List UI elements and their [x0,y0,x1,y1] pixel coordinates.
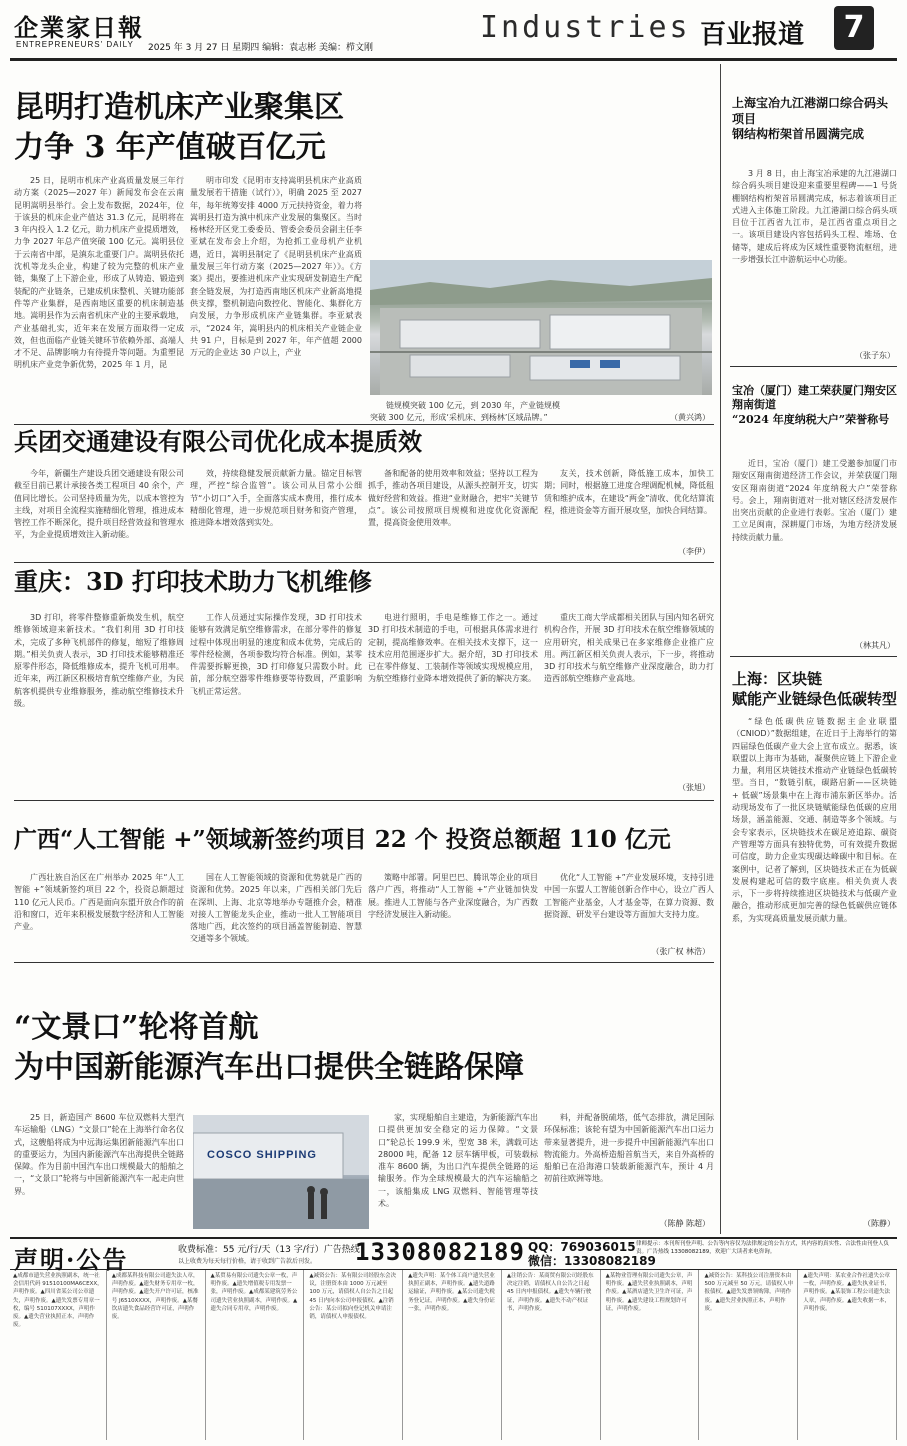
article3-rule [14,800,714,801]
sidebar-box3-author: （陈静） [863,1219,895,1228]
article1-body-tail: 链规模突破 100 亿元，到 2030 年，产业链规模突破 300 亿元，形成‘采机床、到杨林’区域品牌。” [370,401,560,423]
masthead-rule [10,58,897,61]
article1-title-line2: 力争 3 年产值破百亿元 [14,130,326,165]
article3-title: 重庆：3D 打印技术助力飞机维修 [14,567,372,596]
article4-body-col4: 优化“人工智能 +”产业发展环境，支持引进中国一东盟人工智能创新合作中心，设立广西人工智能产业基金，人才基金等，在算力资源、数据资源、研发平台建设等方面加大支持力度。 [544,873,714,919]
sidebar-box2-author: （林其凡） [855,641,895,650]
article3-body-col3: 电进行照明，手电是维修工作之一。通过 3D 打印技术制造的手电，可根据具体需求进行定制，提高维修效率。在相关技术支撑下，这一技术应用范围逐步扩大。据介绍，3D 打印技术已在零件修复、工装制作等领域实现规模应用，为航空维修行业降本增效提供了新的解决方案。 [368,613,538,684]
article5-body-col1: 25 日，新造国产 8600 车位双燃料大型汽车运输船（LNG）“文景口”轮在上海举行命名仪式，这艘船将成为中远海运集团新能源汽车出口的重要运力，为国内新能源汽车出海提供全链路保障。作为目前中国汽车出口规模最大的船舶之一，“文景口”轮将与中国新能源汽车一起走向世界。 [14,1113,184,1196]
notice-column: ▲某贸易有限公司遗失公章一枚，声明作废。▲遗失增值税专用发票一张，声明作废。▲成都某建筑劳务公司遗失营业执照副本，声明作废。▲遗失合同专用章，声明作废。 [208,1270,305,1440]
article2-body-col2: 效，持续稳健发展贡献新力量。锚定目标管理，严控“综合监管”。该公司从目常小公细节“小切口”入手，全面落实成本费用，推行成本精细化管理，进一步规范项目财务和资产管理，推进降本增效落到实处。 [190,469,362,528]
article4-body-col2: 国在人工智能领域的资源和优势就是广西的资源和优势。2025 年以来，广西相关部门先后在深圳、上海、北京等地举办专题推介会，精准对接人工智能龙头企业，推动一批人工智能项目落地广西，此次签约的项目涵盖智能制造、智慧交通等多个领域。 [190,873,362,944]
notice-column: ▲减资公告：某有限公司经股东会决议，注册资本由 1000 万元减至 100 万元，请债权人自公告之日起 45 日内向本公司申报债权。▲注销公告：某公司拟向登记机关申请注销，请债权人申报债权。 [306,1270,403,1440]
sidebar-box3-title: 上海：区块链 赋能产业链绿色低碳转型 [732,670,898,708]
article5-author: （陈静 陈超） [659,1219,710,1228]
article4-body-col3: 策略中部署。阿里巴巴、腾讯等企业的项目落户广西，将推动“人工智能 +”产业链加快发展。推进人工智能与各产业深度融合，为广西数字经济发展注入新动能。 [368,873,538,919]
article5-body-col4: 料，并配备脱硫塔，低气态排放，满足国际环保标准；该轮有望为中国新能源汽车出口运力带来显著提升，进一步提升中国新能源汽车出口物流能力。外高桥造船首航当天，来自外高桥的船舶已在沿海港口装载新能源汽车，预计 4 月初前往欧洲等地。 [544,1113,714,1184]
ad-wechat: 微信：13308082189 [528,1254,656,1268]
sidebar-box1-body: 3 月 8 日，由上海宝冶承建的九江港湖口综合码头项目建设迎来重要里程碑——1 号货棚钢结构桁架首吊圆满完成，标志着该项目正式进入主体施工阶段。九江港湖口综合码头项目位于江西省九江市，是江西省重点项目之一。该项目建设内容包括码头工程、堆场、仓储等，建成后将成为区域性重要物流枢纽，进一步增强长江中游航运中心功能。 [732,169,897,265]
sidebar-box1-author: （张子东） [855,351,895,360]
sidebar-rule-1 [730,366,897,367]
sidebar-box3-body: “绿色低碳供应链数据主企业联盟（CNIOD）”数据组建，在近日于上海举行的第四届绿色低碳产业大会上宣布成立。据悉，该联盟以上海市为基础，凝聚供应链上下游企业力量，利用区块链技术推动产业链绿色低碳转型。当日，“数链引航，碳路启新——区块链 + 低碳”场景集中在上海市浦东新区举办。活动现场发布了一批区块链赋能绿色低碳的应用场景，涵盖能源、交通、制造等多个领域。与会专家表示，区块链技术在碳足迹追踪、碳资产管理等方面具有独特优势，可有效提升数据可信度，助力企业实现碳达峰碳中和目标。在案例中，记者了解到，区块链技术正在为低碳发展构建起可信的数字底座。相关负责人表示，下一步将持续推进区块链技术与低碳产业融合，推动形成更加完善的绿色低碳供应链体系，为实现高质量发展贡献力量。 [732,717,897,923]
ship-photo [193,1115,369,1229]
article1-author: （黄兴鸿） [670,413,710,422]
factory-aerial-image [370,260,712,395]
notice-column: ▲减资公告：某科技公司注册资本由 500 万元减至 50 万元，请债权人申报债权。▲遗失发票领购簿，声明作废。▲遗失营业执照正本，声明作废。 [701,1270,798,1440]
notice-column: ▲遗失声明：某个体工商户遗失营业执照正副本，声明作废。▲遗失道路运输证，声明作废。▲某公司遗失税务登记证，声明作废。▲遗失身份证一张，声明作废。 [405,1270,502,1440]
article4-author: （张广权 林浩） [651,947,710,956]
page-number: 7 [834,6,874,50]
article3-body-col1: 3D 打印，将零件整修重新焕发生机，航空维修领域迎来新技术。“我们利用 3D 打印技术，完成了多种飞机部件的修复，缩短了维修周期。”相关负责人表示，3D 打印技术能够精准还原零件形态，降低维修成本，提升飞机可用率。近年来，两江新区积极培育航空维修产业，为民航客机提供专业维修服务，推动航空维修技术升级。 [14,613,184,709]
ship-image [193,1115,369,1229]
newspaper-subtitle: ENTREPRENEURS' DAILY [16,40,134,49]
article2-body-col4: 友关，技术创新，降低施工成本，加快工期；同时，根据施工进度合理调配机械，降低租赁和维护成本，在建设“两金”清收、优化结算流程，推进资金等方面开展攻坚，加快合同结算。 [544,469,714,515]
article2-author: （李伊） [678,547,710,556]
ad-title: 声明·公告 [14,1245,129,1274]
ad-lawyer-note: 律师提示：本刊所刊登声明、公告等内容仅为法律规定的公告方式，其内容的真实性、合法性由刊登人负责。广告热线 13308082189，欢迎广大读者来电咨询。 [636,1241,890,1255]
ad-rate: 收费标准：55 元/行/天（13 字/行）广告热线 [178,1245,360,1255]
section-title-cn: 百业报道 [700,20,805,50]
notice-column: ▲注销公告：某商贸有限公司经股东决定注销，请债权人自公告之日起 45 日内申报债权。▲遗失车辆行驶证，声明作废。▲遗失不动产权证书，声明作废。 [504,1270,601,1440]
ad-qq: QQ：769036015 [528,1240,636,1254]
article1-title-line1: 昆明打造机床产业聚集区 [14,90,344,125]
article2-rule [14,562,714,563]
article3-body-col2: 工作人员通过实际操作发现，3D 打印技术能够有效满足航空维修需求，在部分零件的修复过程中体现出明显的速度和成本优势，完成后的零件经检测，各项参数均符合标准。例如，某零件需要拆解更换，3D 打印修复只需数小时。此前，部分航空器零件维修要等待数周，严重影响飞机正常运营。 [190,613,362,696]
notice-column: ▲遗失声明：某农业合作社遗失公章一枚，声明作废。▲遗失执业证书，声明作废。▲某装饰工程公司遗失法人章，声明作废。▲遗失收据一本，声明作废。 [800,1270,897,1440]
ad-phone-number: 13308082189 [355,1238,525,1266]
article2-body-col3: 备和配备的使用效率和效益；坚持以工程为抓手，推动各项目建设，从源头控制开支，切实做好经营和效益。推进“业财融合，把牢“关键节点”。该公司按照项目规模和进度优化资源配置，提高资金使用效率。 [368,469,538,528]
article1-body-col2: 明市印发《昆明市支持嵩明县机床产业高质量发展若干措施（试行）》，明确 2025 至 2027 年，每年统筹安排 4000 万元扶持资金，着力将嵩明县打造为滇中机床产业发展的集聚区。当时杨林经开区党工委委员、管委会委员会副主任李亚斌在发布会上介绍，为抢抓工业母机产业机遇，近日，嵩明县制定了《昆明县机床产业高质量发展三年行动方案（2025—2027 年）》。《方案》提出，要推进机床产业实现研发制造生产配套全链发展，为打造西南地区机床产业新高地提供支撑，整机制造向数控化、智能化、集群化方向发展，力争形成机床产业链集群。李亚斌表示，“2024 年，嵩明县内的机床相关产业链企业共 91 户，目标是到 2027 年，年产值超 2000 万元的企业达 30 户以上，产业 [190,176,362,358]
article1-body-col1: 25 日，昆明市机床产业高质量发展三年行动方案（2025—2027 年）新闻发布会在云南昆明嵩明县举行。会上发布数据，2024年，位于该县的机床企业产值达 31.3 亿元，昆明将在 3 年内投入 1.2 亿元，助力机床产业提质增效，力争 2027 年总产值突破 100 亿元。嵩明县位于云南省中部，是滇东北重要门户。嵩明县依托沈机等龙头企业，构建了较为完整的机床产业链，集聚了上下游企业，形成了从铸造、锻造到装配的产业链条，已建成机床整机、关键功能部件等产业集群，是西南地区重要的机床制造基地。嵩明县作为云南省机床产业的主要承载地，产业基础扎实，近年来在发展方面取得一定成效，但也面临产业链关键环节依赖外部、高端人才不足、品牌影响力有待提升等问题。为重塑昆明机床产业竞争新优势，2025 年 1 月，昆 [14,176,184,370]
sidebar-box1-title: 上海宝冶九江港湖口综合码头项目 钢结构桁架首吊圆满完成 [732,96,889,142]
sidebar-box2-body: 近日，宝冶（厦门）建工受邀参加厦门市翔安区翔南街道经济工作会议，并荣获厦门翔安区翔南街道“2024 年度纳税大户”荣誉称号。会上，翔南街道对一批对辖区经济发展作出突出贡献的企业进行表彰。宝冶（厦门）建工立足闽南，深耕厦门市场，为地方经济发展持续贡献力量。 [732,459,897,542]
sidebar-box2-title: 宝冶（厦门）建工荣获厦门翔安区翔南街道 “2024 年度纳税大户”荣誉称号 [732,384,897,426]
article4-rule [14,962,714,963]
sidebar-divider [720,64,721,1234]
factory-aerial-photo [370,260,712,395]
article5-body-col3: 家，实现船舶自主建造，为新能源汽车出口提供更加安全稳定的运力保障。“文景口”轮总长 199.9 米，型宽 38 米，满载可达 28000 吨，配备 12 层车辆甲板，可装载标准车 8600 辆，为出口汽车提供全链路的运输服务。作为全球规模最大的汽车运输船之一，该船集成 LNG 双燃料、智能管理等技术。 [378,1113,538,1209]
notices-grid [10,1270,897,1440]
ship-hull-text: COSCO SHIPPING [207,1149,317,1161]
article3-body-col4: 重庆工商大学成都相关团队与国内知名研究机构合作，开展 3D 打印技术在航空维修领域的应用研究，相关成果已在多家维修企业推广应用。两江新区相关负责人表示，下一步，将推动 3D 打印技术与航空维修产业深度融合，助力打造西部航空维修产业高地。 [544,613,714,684]
sidebar-rule-2 [730,656,897,657]
newspaper-logo: 企業家日報 [14,13,144,42]
notice-column: ▲成都某科技有限公司遗失法人章，声明作废。▲遗失财务专用章一枚，声明作废。▲遗失开户许可证，核准号 J6510XXXX，声明作废。▲某餐饮店遗失食品经营许可证，声明作废。 [109,1270,206,1440]
date-line: 2025 年 3 月 27 日 星期四 编辑：袁志彬 美编：栉文刚 [148,43,373,53]
section-title-en: Industries [480,10,691,45]
article1-rule [14,424,714,425]
notice-column: ▲某物业管理有限公司遗失公章，声明作废。▲遗失营业执照副本，声明作废。▲某酒店遗失卫生许可证，声明作废。▲遗失建设工程规划许可证，声明作废。 [603,1270,700,1440]
article2-body-col1: 今年，新疆生产建设兵团交通建设有限公司截至目前已累计承接各类工程项目 40 余个，产值同比增长。公司坚持质量为先，以成本管控为主线，对项目全流程实施精细化管理，推进成本管控工作不断深化，提升项目经营效益和管理水平，为企业提质增效注入新动能。 [14,469,184,540]
ad-rate-note: 以上收费为每天每行价格，请于收到广告款后刊发。 [178,1258,317,1265]
article5-title-line2: 为中国新能源汽车出口提供全链路保障 [14,1050,524,1085]
article4-title: 广西“人工智能 +”领域新签约项目 22 个 投资总额超 110 亿元 [14,826,671,853]
article5-title-line1: “文景口”轮将首航 [14,1010,259,1045]
article4-body-col1: 广西壮族自治区在广州举办 2025 年“人工智能 +”领域新签约项目 22 个，投资总额超过 110 亿元人民币。广西是面向东盟开放合作的前沿和窗口，近年来积极发展数字经济和人工智能产业。 [14,873,184,932]
article2-title: 兵团交通建设有限公司优化成本提质效 [14,427,422,456]
notice-column: ▲成都市遗失营业执照副本，统一社会信用代码 91510100MA6CEXX，声明作废。▲四川省某公司公章遗失，声明作废。▲遗失发票专用章一枚，编号 510107XXXX，声明作废。▲遗失营业执照正本，声明作废。 [10,1270,107,1440]
article3-author: （张旭） [678,783,710,792]
